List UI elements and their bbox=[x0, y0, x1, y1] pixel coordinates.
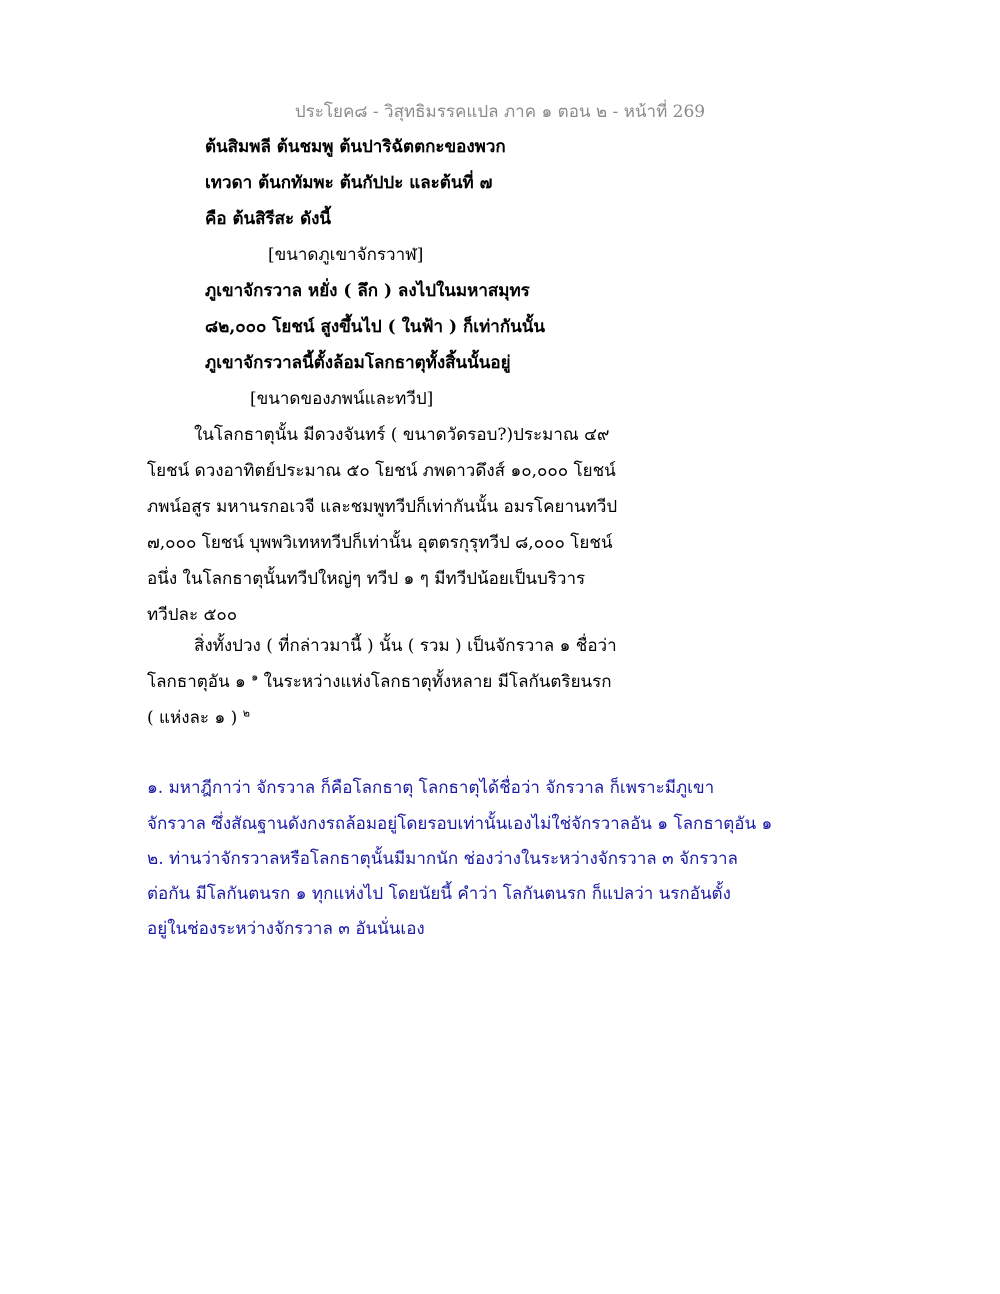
paragraph-line bbox=[147, 707, 250, 729]
verse-line: เทวดา ต้นกทัมพะ ต้นกัปปะ และต้นที่ ๗ bbox=[205, 173, 493, 193]
verse-line: ภูเขาจักรวาล หยั่ง ( ลึก ) ลงไปในมหาสมุทร bbox=[205, 281, 530, 301]
paragraph-line: ทวีปละ ๕๐๐ bbox=[147, 605, 238, 625]
paragraph-line: ในโลกธาตุนั้น มีดวงจันทร์ ( ขนาดวัดรอบ?)ประมาณ ๔๙ bbox=[194, 425, 610, 445]
paragraph-line: สิ่งทั้งปวง ( ที่กล่าวมานี้ ) นั้น ( รวม ) เป็นจักรวาล ๑ ชื่อว่า bbox=[194, 636, 617, 656]
footnote-line: ๑. มหาฎีกาว่า จักรวาล ก็คือโลกธาตุ โลกธาตุได้ชื่อว่า จักรวาล ก็เพราะมีภูเขา bbox=[147, 778, 715, 798]
footnote-line: ต่อกัน มีโลกันตนรก ๑ ทุกแห่งไป โดยนัยนี้ คำว่า โลกันตนรก ก็แปลว่า นรกอันตั้ง bbox=[147, 884, 731, 904]
text-span: ( แห่งละ ๑ ) bbox=[147, 708, 238, 728]
page-header: ประโยค๘ - วิสุทธิมรรคแปล ภาค ๑ ตอน ๒ - หน้าที่ 269 bbox=[294, 102, 706, 122]
verse-line: ภูเขาจักรวาลนี้ตั้งล้อมโลกธาตุทั้งสิ้นนั้นอยู่ bbox=[205, 353, 511, 373]
text-span: โลกธาตุอัน ๑ bbox=[147, 672, 246, 692]
text-span: ในระหว่างแห่งโลกธาตุทั้งหลาย มีโลกันตริยนรก bbox=[258, 672, 612, 692]
paragraph-line bbox=[147, 671, 612, 693]
footnote-ref: ๒ bbox=[242, 706, 250, 720]
footnote-ref: ๑ bbox=[251, 670, 259, 684]
section-heading: [ขนาดภูเขาจักรวาฬ] bbox=[268, 245, 424, 265]
paragraph-line: ภพน์อสูร มหานรกอเวจี และชมพูทวีปก็เท่ากันนั้น อมรโคยานทวีป bbox=[147, 497, 618, 517]
paragraph-line: ๗,๐๐๐ โยชน์ บุพพวิเทหทวีปก็เท่านั้น อุตตรกุรุทวีป ๘,๐๐๐ โยชน์ bbox=[147, 533, 613, 553]
verse-line: คือ ต้นสิรีสะ ดังนี้ bbox=[205, 209, 332, 229]
footnote-line: ๒. ท่านว่าจักรวาลหรือโลกธาตุนั้นมีมากนัก ช่องว่างในระหว่างจักรวาล ๓ จักรวาล bbox=[147, 849, 738, 869]
verse-line: ต้นสิมพลี ต้นชมพู ต้นปาริฉัตตกะของพวก bbox=[205, 137, 506, 157]
footnote-line: อยู่ในช่องระหว่างจักรวาล ๓ อันนั่นเอง bbox=[147, 919, 425, 939]
paragraph-line: โยชน์ ดวงอาทิตย์ประมาณ ๕๐ โยชน์ ภพดาวดึงส์ ๑๐,๐๐๐ โยชน์ bbox=[147, 461, 616, 481]
section-heading: [ขนาดของภพน์และทวีป] bbox=[250, 389, 434, 409]
paragraph-line: อนึ่ง ในโลกธาตุนั้นทวีปใหญ่ๆ ทวีป ๑ ๆ มีทวีปน้อยเป็นบริวาร bbox=[147, 569, 586, 589]
footnote-line: จักรวาล ซึ่งสัณฐานดังกงรถล้อมอยู่โดยรอบเท่านั้นเองไม่ใช่จักรวาลอัน ๑ โลกธาตุอัน ๑ bbox=[147, 814, 773, 834]
verse-line: ๘๒,๐๐๐ โยชน์ สูงขึ้นไป ( ในฟ้า ) ก็เท่ากันนั้น bbox=[205, 317, 545, 337]
